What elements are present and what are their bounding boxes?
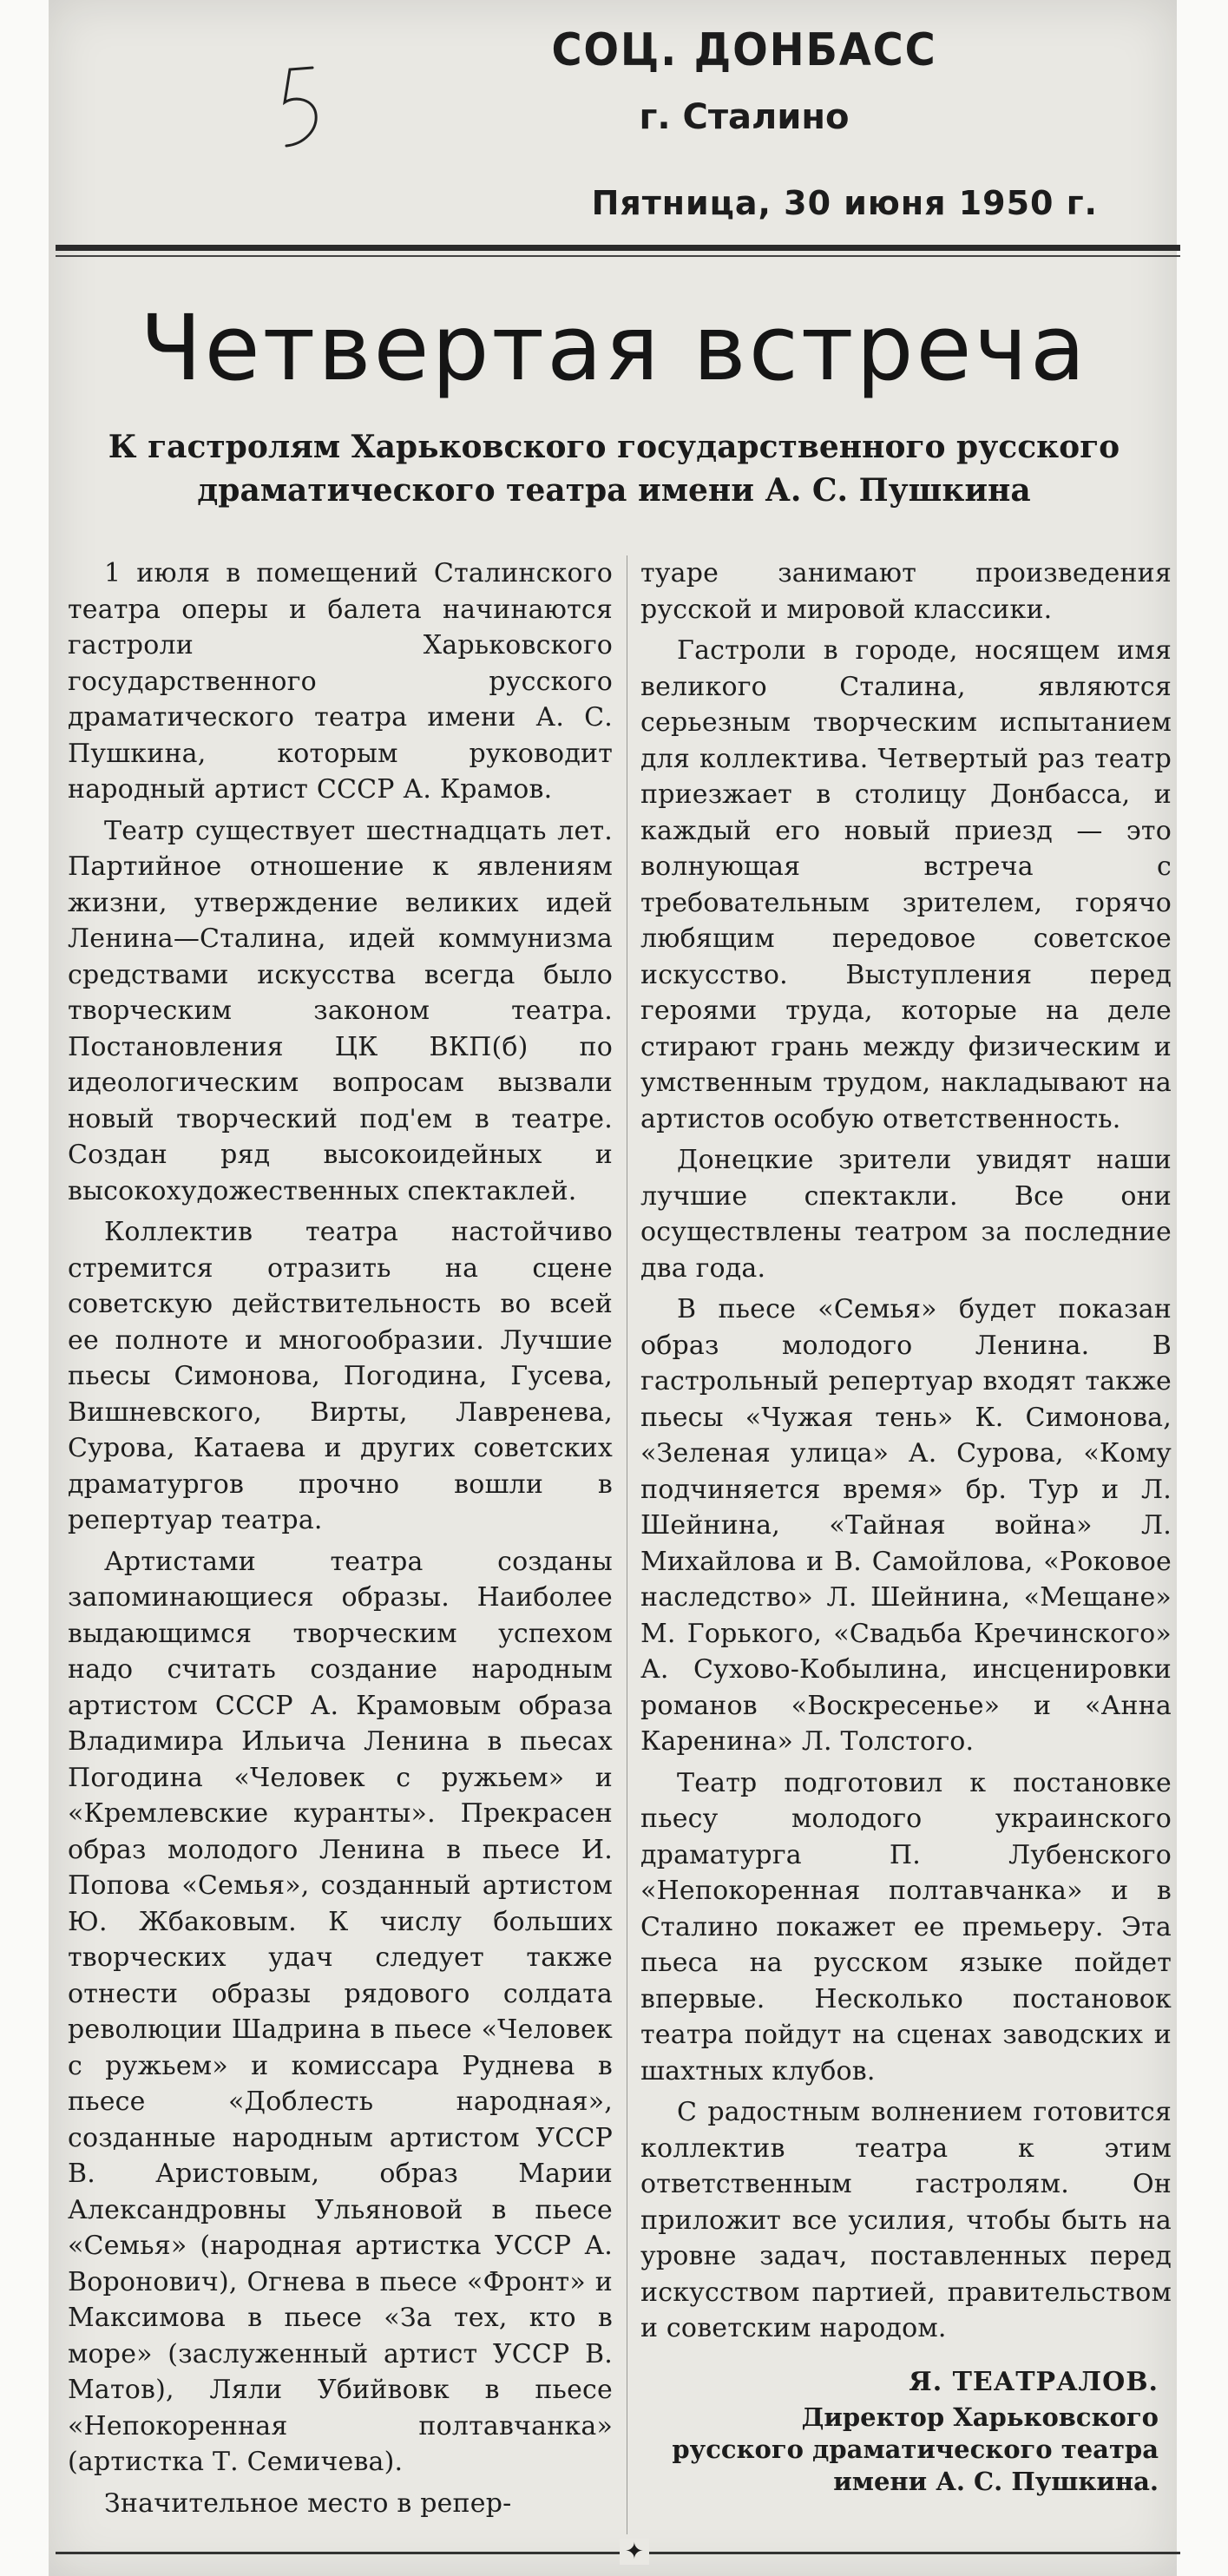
paragraph: туаре занимают произведения русской и мировой классики.	[640, 558, 1172, 625]
author-title-line: Директор Харьковского	[801, 2402, 1159, 2432]
paragraph: Донецкие зрители увидят наши лучшие спектакли. Все они осуществлены театром за последние два года.	[640, 1145, 1172, 1284]
article-column-left	[68, 555, 613, 2521]
paragraph: С радостным волнением готовится коллектив театра к этим ответственным гастролям. Он приложит все усилия, чтобы быть на уровне задач, поставленных перед искусством партией, правительством и советским народом.	[640, 2097, 1172, 2343]
article-column-right	[640, 555, 1172, 2347]
issue-date: Пятница, 30 июня 1950 г.	[591, 184, 1098, 222]
author-name: Я. ТЕАТРАЛОВ.	[909, 2367, 1159, 2397]
newspaper-title: СОЦ. ДОНБАСС	[551, 24, 937, 76]
top-rule-thin	[56, 255, 1180, 257]
paragraph: Театр существует шестнадцать лет. Партийное отношение к явлениям жизни, утверждение великих идей Ленина—Сталина, идей коммунизма средствами искусства всегда было творческим законом театра. Постановления ЦК ВКП(б) по идеологическим вопросам вызвали новый творческий под'ем в театре. Создан ряд высокоидейных и высокохудожественных спектаклей.	[68, 815, 613, 1206]
article-subheadline: К гастролям Харьковского государственного русского драматического театра имени А. С. Пушкина	[108, 429, 1120, 509]
ornament-icon: ✦	[620, 2539, 649, 2565]
author-title-line: русского драматического театра	[672, 2435, 1159, 2464]
paragraph: Гастроли в городе, носящем имя великого Сталина, являются серьезным творческим испытанием для коллектива. Четвертый раз театр приезжает в столицу Донбасса, и каждый его новый приезд — это волнующая встреча с требовательным зрителем, горячо любящим передовое советское искусство. Выступления перед героями труда, которые на деле стирают грань между физическим и умственным трудом, накладывают на артистов особую ответственность.	[640, 635, 1172, 1134]
top-rule	[56, 245, 1180, 251]
author-title-line: имени А. С. Пушкина.	[833, 2467, 1159, 2496]
paragraph: Значительное место в репер-	[104, 2487, 512, 2519]
author-signature	[672, 2366, 1159, 2498]
paragraph: 1 июля в помещений Сталинского театра оперы и балета начинаются гастроли Харьковского государственного русского драматического театра имени А. С. Пушкина, которым руководит народный артист СССР А. Крамов.	[68, 558, 613, 805]
paragraph: Театр подготовил к постановке пьесу молодого украинского драматурга П. Лубенского «Непокоренная полтавчанка» и в Сталино покажет ее премьеру. Эта пьеса на русском языке пойдет впервые. Несколько постановок театра пойдут на сценах заводских и шахтных клубов.	[640, 1767, 1172, 2086]
article-headline: Четвертая встреча	[140, 295, 1088, 401]
paragraph: Артистами театра созданы запоминающиеся образы. Наиболее выдающимся творческим успехом надо считать создание народным артистом СССР А. Крамовым образа Владимира Ильича Ленина в пьесах Погодина «Человек с ружьем» и «Кремлевские куранты». Прекрасен образ молодого Ленина в пьесе И. Попова «Семья», созданный артистом Ю. Жбаковым. К числу больших творческих удач следует также отнести образы рядового солдата революции Шадрина в пьесе «Человек с ружьем» и комиссара Руднева в пьесе «Доблесть народная», созданные народным артистом УССР В. Аристовым, образ Марии Александровны Ульяновой в пьесе «Семья» (народная артистка УССР А. Воронович), Огнева в пьесе «Фронт» и Максимова в пьесе «За тех, кто в море» (заслуженный артист УССР В. Матов), Ляли Убийвовк в пьесе «Непокоренная полтавчанка» (артистка Т. Семичева).	[68, 1546, 613, 2477]
paragraph: В пьесе «Семья» будет показан образ молодого Ленина. В гастрольный репертуар входят также пьесы «Чужая тень» К. Симонова, «Зеленая улица» А. Сурова, «Кому подчиняется время» бр. Тур и Л. Шейнина, «Тайная война» Л. Михайлова и В. Самойлова, «Роковое наследство» Л. Шейнина, «Мещане» М. Горького, «Свадьба Кречинского» А. Сухово-Кобылина, инсценировки романов «Воскресенье» и «Анна Каренина» Л. Толстого.	[640, 1294, 1172, 1757]
paragraph: Коллектив театра настойчиво стремится отразить на сцене советскую действительность во всей ее полноте и многообразии. Лучшие пьесы Симонова, Погодина, Гусева, Вишневского, Вирты, Лавренева, Сурова, Катаева и других советских драматургов прочно вошли в репертуар театра.	[68, 1217, 613, 1535]
bottom-rule	[56, 2539, 1180, 2572]
newspaper-city: г. Сталино	[639, 97, 850, 137]
